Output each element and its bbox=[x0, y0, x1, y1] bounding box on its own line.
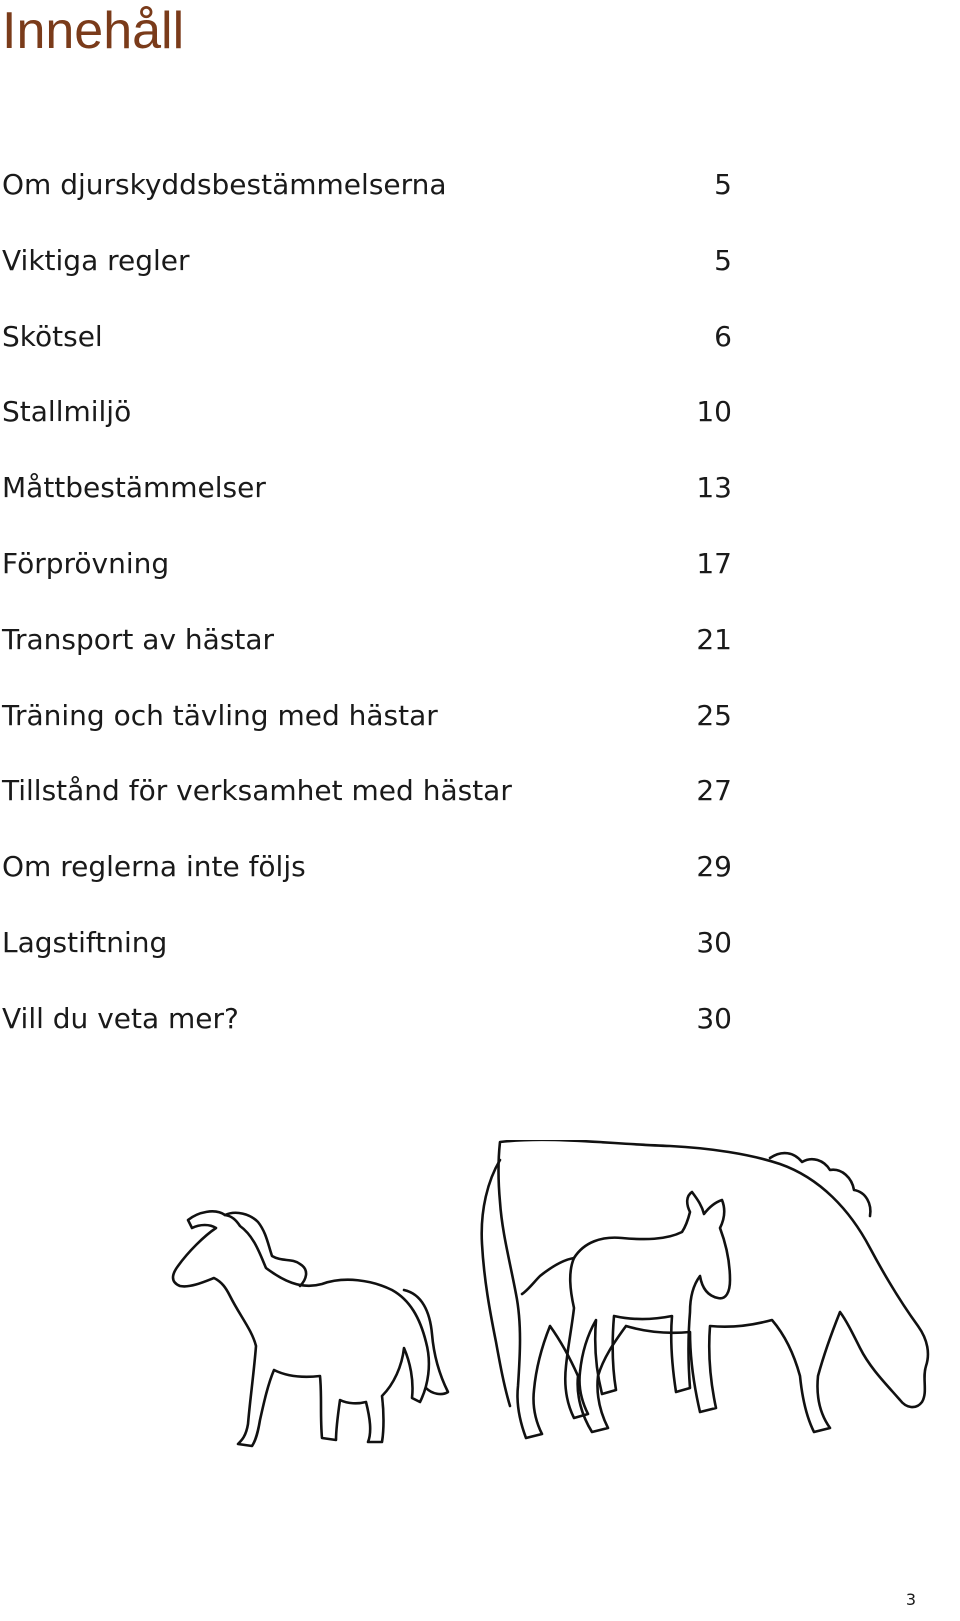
toc-entry bbox=[2, 160, 732, 236]
toc-entry-page: 5 bbox=[714, 168, 732, 201]
toc-entry-title: Träning och tävling med hästar bbox=[2, 698, 438, 732]
toc-entry bbox=[2, 463, 732, 539]
toc-entry-page: 30 bbox=[696, 1001, 732, 1035]
table-of-contents bbox=[2, 160, 732, 1070]
toc-entry-page: 27 bbox=[696, 774, 732, 808]
toc-entry-page: 6 bbox=[714, 319, 732, 353]
toc-entry-page: 5 bbox=[714, 243, 732, 277]
toc-entry-title: Vill du veta mer? bbox=[2, 1001, 239, 1035]
page-number: 3 bbox=[905, 1590, 916, 1609]
horses-line-illustration-icon bbox=[170, 1140, 960, 1520]
toc-entry-title: Om reglerna inte följs bbox=[2, 850, 306, 884]
toc-entry-title: Viktiga regler bbox=[2, 243, 190, 277]
toc-entry-page: 13 bbox=[696, 471, 732, 505]
toc-entry-page: 29 bbox=[696, 850, 732, 884]
toc-entry-page: 25 bbox=[696, 698, 732, 732]
toc-entry-title: Stallmiljö bbox=[2, 395, 132, 429]
toc-entry bbox=[2, 691, 732, 767]
toc-entry-title: Tillstånd för verksamhet med hästar bbox=[2, 774, 512, 808]
page-title: Innehåll bbox=[2, 2, 185, 60]
toc-entry bbox=[2, 387, 732, 463]
mare-tail-icon bbox=[482, 1160, 510, 1406]
toc-entry-title: Lagstiftning bbox=[2, 925, 168, 959]
toc-entry-page: 30 bbox=[696, 925, 732, 959]
foal-tail-icon bbox=[522, 1258, 574, 1294]
mare-mane-icon bbox=[770, 1153, 870, 1216]
toc-entry bbox=[2, 615, 732, 691]
toc-entry-page: 21 bbox=[696, 622, 732, 656]
toc-entry bbox=[2, 842, 732, 918]
toc-entry-title: Transport av hästar bbox=[2, 622, 275, 656]
toc-entry-page: 17 bbox=[696, 546, 732, 580]
toc-entry-page: 10 bbox=[696, 395, 732, 429]
horses-illustration bbox=[170, 1140, 960, 1520]
toc-entry bbox=[2, 312, 732, 388]
toc-entry-title: Skötsel bbox=[2, 319, 103, 353]
toc-entry bbox=[2, 539, 732, 615]
toc-entry-title: Om djurskyddsbestämmelserna bbox=[2, 168, 447, 201]
toc-entry-title: Måttbestämmelser bbox=[2, 471, 266, 505]
toc-entry bbox=[2, 236, 732, 312]
foal-outline-icon bbox=[565, 1192, 730, 1418]
toc-entry bbox=[2, 994, 732, 1070]
pony-outline-icon bbox=[173, 1211, 429, 1446]
toc-entry bbox=[2, 918, 732, 994]
toc-entry-title: Förprövning bbox=[2, 546, 170, 580]
mare-outline-icon bbox=[499, 1140, 928, 1438]
toc-entry bbox=[2, 766, 732, 842]
